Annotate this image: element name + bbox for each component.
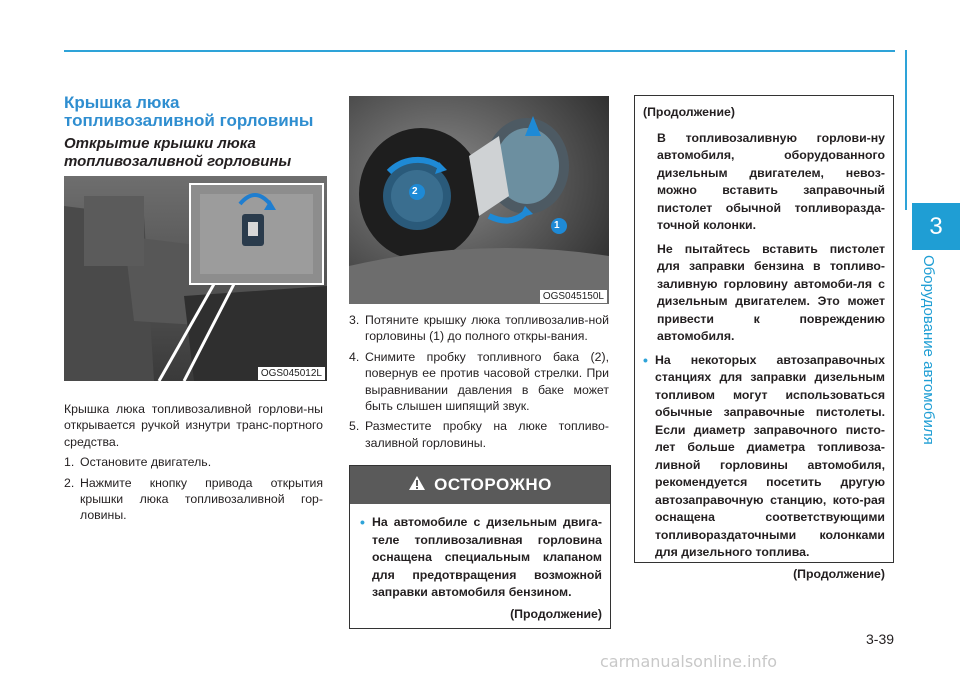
watermark: carmanualsonline.info [600, 652, 778, 671]
warning-bullet [360, 514, 602, 602]
step-text: Разместите пробку на люке топливо-заливной горловины. [365, 419, 609, 450]
step-5 [349, 418, 609, 451]
sub-title: Открытие крышки люка топливозаливной горловины [64, 135, 292, 170]
step-2 [64, 475, 323, 524]
warning-triangle-icon [408, 475, 426, 496]
warning-body [350, 504, 610, 623]
callout-1: 1 [554, 220, 560, 231]
section-title: Крышка люка топливозаливной горловины [64, 93, 314, 130]
fuel-door-photo [349, 96, 609, 304]
photo-code-1: OGS045012L [258, 367, 325, 380]
chapter-number-tab: 3 [912, 203, 960, 250]
step-text: Остановите двигатель. [80, 455, 212, 470]
step-text: Снимите пробку топливного бака (2), повернув ее против часовой стрелки. При выравнивании давления в баке может быть слышен шипящий звук. [365, 349, 609, 414]
left-column-text [64, 401, 323, 528]
top-rule [64, 50, 895, 52]
continuation-bullet [643, 352, 885, 562]
warning-box [349, 465, 611, 629]
intro-paragraph: Крышка люка топливозаливной горлови-ны открывается ручкой изнутри транс-портного средства. [64, 402, 323, 449]
step-number: 1. [64, 455, 75, 470]
continuation-header: (Продолжение) [643, 105, 735, 119]
continuation-box [634, 95, 894, 581]
continuation-paragraph-1: В топливозаливную горлови-ну автомобиля, оборудованного дизельным двигателем, невоз-можно вставить заправочный пистолет обычной топливоразда-точной колонки. [657, 130, 885, 232]
step-number: 2. [64, 475, 75, 490]
callout-2: 2 [412, 186, 418, 197]
step-number: 5. [349, 419, 360, 434]
bullet-icon: • [643, 351, 648, 368]
step-number: 3. [349, 313, 360, 327]
page-number: 3-39 [866, 631, 895, 647]
continuation-bullet-text: На некоторых автозаправочных станциях для заправки дизельным топливом могут использоваться обычные заправочные пистолеты. Если диаметр заправочного писто-лет больше диаметра топливоза-ливной горловины автомобиля, рекомендуется посетить другую автозаправочную станцию, кото-рая оснащена соответствующими топливораздаточными колонками для дизельного топлива. [655, 352, 885, 559]
step-4 [349, 349, 609, 415]
step-text: Нажмите кнопку привода открытия крышки люка топливозаливной гор-ловины. [80, 475, 323, 523]
bullet-icon: • [360, 514, 365, 530]
step-1 [64, 454, 323, 470]
step-3 [349, 312, 609, 345]
warning-text: На автомобиле с дизельным двига-теле топливозаливная горловина оснащена специальным клапаном для предотвращения возможной заправки автомобиля бензином. [372, 515, 602, 599]
step-number: 4. [349, 349, 360, 364]
step-text: Потяните крышку люка топливозалив-ной горловины (1) до полного откры-вания. [365, 313, 609, 344]
continued-label: (Продолжение) [793, 566, 885, 581]
middle-column-text [349, 312, 609, 455]
warning-header [350, 466, 610, 504]
chapter-title: Оборудование автомобиля [920, 255, 937, 445]
warning-heading: ОСТОРОЖНО [434, 475, 552, 494]
continuation-paragraph-2: Не пытайтесь вставить пистолет для заправки бензина в топливо-заливную горловину автомоби-ля с дизельным двигателем. Это может привести к повреждению автомобиля. [657, 241, 885, 343]
photo-code-2: OGS045150L [540, 290, 607, 303]
continued-label: (Продолжение) [510, 606, 602, 621]
side-rule [905, 50, 907, 210]
interior-photo [64, 176, 327, 381]
